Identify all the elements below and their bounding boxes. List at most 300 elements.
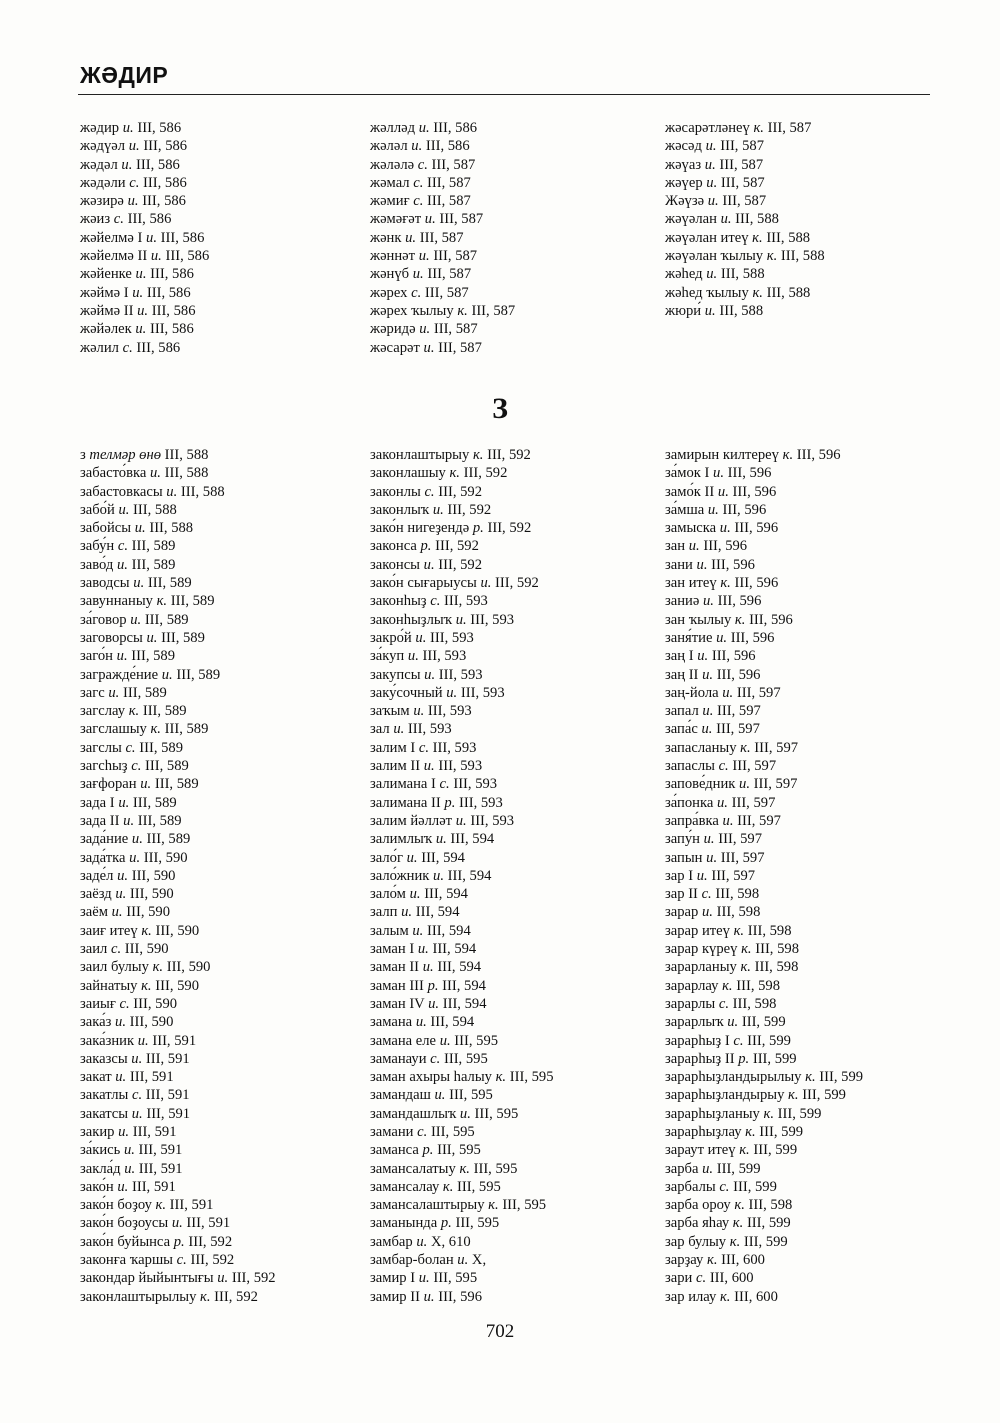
entry-word: заң II (665, 666, 699, 683)
entry-pos: и. (118, 501, 130, 518)
entry-reference: III, 589 (170, 593, 215, 610)
entry-reference: III, 594 (415, 904, 460, 921)
index-entry (370, 302, 515, 320)
index-entry (665, 830, 863, 848)
entry-reference: III, 590 (155, 922, 200, 939)
entry-reference: X, 610 (430, 1233, 471, 1250)
entry-pos: с. (131, 1087, 143, 1104)
entry-word: заиығ (80, 995, 116, 1012)
entry-reference: III, 586 (146, 284, 191, 301)
index-entry (80, 1160, 276, 1178)
entry-pos: к. (722, 977, 733, 994)
entry-pos: и. (115, 886, 127, 903)
entry-word: за́кись (80, 1142, 121, 1159)
index-entry (665, 1105, 863, 1123)
entry-word: жәүаз (665, 156, 702, 173)
entry-pos: и. (457, 1252, 469, 1269)
index-entry (370, 574, 554, 592)
entry-reference: III, 594 (432, 941, 477, 958)
index-entry (370, 284, 515, 302)
entry-reference: III, 587 (427, 174, 471, 191)
entry-reference: III, 599 (759, 1123, 804, 1140)
entry-word: зарба яһау (665, 1215, 730, 1232)
index-entry (80, 629, 276, 647)
entry-pos: и. (422, 959, 434, 976)
entry-word: жәйелмә I (80, 229, 143, 246)
index-entry (370, 501, 554, 519)
entry-reference: III, 591 (145, 1050, 190, 1067)
entry-word: заман II (370, 959, 420, 976)
entry-reference: III, 596 (716, 666, 761, 683)
entry-word: жәүәлан ҡылыу (665, 248, 764, 265)
entry-pos: р. (472, 520, 484, 537)
entry-reference: III, 588 (133, 501, 177, 518)
entry-reference: III, 599 (741, 1014, 786, 1031)
entry-pos: к. (739, 1142, 750, 1159)
entry-pos: к. (488, 1197, 499, 1214)
index-entry (80, 684, 276, 702)
entry-word: зака́з (80, 1014, 112, 1031)
entry-pos: и. (707, 501, 719, 518)
entry-word: зако́н нигеҙендә (370, 520, 470, 537)
entry-pos: с. (696, 1270, 707, 1287)
entry-reference: III, 595 (443, 1050, 488, 1067)
entry-word: жәзирә (80, 193, 124, 210)
entry-reference: III, 587 (438, 339, 482, 356)
entry-word: зарарһыҙландырыу (665, 1087, 785, 1104)
entry-pos: и. (405, 229, 417, 246)
entry-reference: III, 599 (746, 1215, 791, 1232)
entry-word: загс (80, 684, 105, 701)
entry-pos: и. (131, 1050, 143, 1067)
entry-pos: к. (442, 1178, 454, 1195)
index-entry (80, 702, 276, 720)
entry-reference: III, 586 (142, 193, 186, 210)
entry-reference: III, 593 (460, 684, 505, 701)
entry-pos: к. (472, 447, 484, 463)
entry-reference: III, 596 (703, 538, 748, 555)
entry-pos: с. (418, 739, 430, 756)
entry-word: загслашыу (80, 721, 147, 738)
entry-word: заман III (370, 977, 424, 994)
entry-word: замандашлыҡ (370, 1105, 457, 1122)
index-entry (80, 867, 276, 885)
entry-word: за́понка (665, 794, 714, 811)
index-entry (370, 1105, 554, 1123)
entry-word: зарба ороу (665, 1197, 731, 1214)
entry-word: замбар (370, 1233, 413, 1250)
index-entry (665, 1086, 863, 1104)
index-entry (370, 775, 554, 793)
index-entry (370, 192, 515, 210)
index-entry (80, 446, 276, 464)
entry-reference: III, 587 (720, 174, 765, 191)
index-entry (665, 977, 863, 995)
index-entry (370, 1050, 554, 1068)
index-entry (80, 940, 276, 958)
bottom-column-3 (665, 446, 863, 1306)
entry-reference: III, 593 (407, 721, 452, 738)
entry-reference: III, 587 (431, 156, 476, 173)
bottom-column-1 (80, 446, 276, 1306)
entry-reference: III, 589 (176, 666, 221, 683)
entry-pos: с. (701, 886, 712, 903)
entry-pos: с. (111, 941, 122, 958)
index-entry (370, 629, 554, 647)
entry-pos: и. (133, 575, 145, 592)
entry-reference: III, 591 (186, 1215, 231, 1232)
entry-reference: III, 589 (161, 629, 205, 646)
index-entry (370, 611, 554, 629)
entry-pos: и. (423, 556, 435, 573)
entry-word: зарар итеү (665, 922, 730, 939)
entry-pos: и. (688, 538, 700, 555)
entry-reference: III, 599 (747, 1032, 791, 1049)
entry-pos: к. (752, 229, 763, 246)
entry-pos: к. (745, 1123, 756, 1140)
entry-word: жәйәлек (80, 321, 132, 338)
index-entry (665, 757, 863, 775)
entry-reference: III, 588 (766, 284, 811, 301)
entry-pos: и. (131, 831, 143, 848)
index-entry (370, 1086, 554, 1104)
entry-reference: III, 592 (190, 1252, 235, 1269)
index-entry (80, 556, 276, 574)
entry-pos: и. (424, 666, 436, 683)
entry-reference: III, 590 (129, 1014, 174, 1031)
entry-reference: III, 593 (444, 593, 488, 610)
entry-reference: III, 597 (732, 758, 777, 775)
entry-reference: III, 597 (737, 812, 781, 829)
entry-pos: и. (415, 629, 427, 646)
entry-pos: к. (741, 941, 752, 958)
index-entry (370, 1178, 554, 1196)
entry-word: зайнатыу (80, 977, 138, 994)
index-entry (80, 757, 276, 775)
entry-reference: III, 594 (426, 922, 471, 939)
entry-reference: III, 586 (143, 138, 188, 155)
index-entry (370, 464, 554, 482)
entry-word: жәсарәтләнеү (665, 120, 750, 136)
entry-word: заниә (665, 593, 700, 610)
entry-reference: III, 597 (717, 703, 761, 720)
entry-word: завуннаныу (80, 593, 153, 610)
index-entry (370, 483, 554, 501)
entry-pos: с. (430, 593, 441, 610)
entry-pos: к. (155, 1197, 167, 1214)
entry-pos: и. (129, 849, 141, 866)
entry-word: замбар-болан (370, 1252, 454, 1269)
entry-reference: III, 593 (438, 666, 483, 683)
index-entry (80, 922, 276, 940)
index-entry (80, 958, 276, 976)
entry-pos: к. (805, 1069, 816, 1086)
entry-reference: III, 596 (749, 611, 793, 628)
entry-pos: к. (766, 248, 778, 265)
index-entry (665, 119, 825, 137)
index-entry (370, 922, 554, 940)
entry-word: закир (80, 1123, 115, 1140)
index-entry (370, 958, 554, 976)
index-entry (80, 192, 209, 210)
index-entry (370, 174, 515, 192)
entry-reference: III, 587 (439, 211, 484, 228)
index-entry (80, 1214, 276, 1232)
entry-pos: и. (123, 812, 135, 829)
entry-pos: к. (707, 1252, 718, 1269)
index-entry (370, 339, 515, 357)
entry-reference: III, 599 (777, 1105, 822, 1122)
entry-word: жәләл (370, 138, 408, 155)
entry-reference: III, 588 (780, 248, 825, 265)
entry-reference: III, 595 (474, 1105, 519, 1122)
entry-reference: III, 593 (427, 703, 472, 720)
entry-pos: и. (703, 593, 714, 610)
index-entry (665, 137, 825, 155)
entry-pos: и. (416, 1233, 428, 1250)
entry-word: запу́н (665, 831, 700, 848)
entry-word: жәдир (80, 120, 120, 136)
entry-word: жәннәт (370, 248, 416, 265)
entry-pos: и. (423, 1288, 435, 1305)
index-entry (665, 775, 863, 793)
entry-reference: III, 595 (437, 1142, 481, 1159)
entry-reference: III, 595 (502, 1197, 547, 1214)
entry-reference: III, 592 (214, 1288, 258, 1305)
entry-word: заказсы (80, 1050, 128, 1067)
index-entry (370, 320, 515, 338)
entry-reference: III, 589 (122, 684, 167, 701)
entry-pos: и. (132, 284, 144, 301)
index-entry (370, 812, 554, 830)
index-entry (370, 702, 554, 720)
index-entry (370, 885, 554, 903)
entry-reference: III, 586 (151, 302, 196, 319)
entry-pos: к. (733, 922, 745, 939)
index-entry (370, 229, 515, 247)
entry-pos: и. (417, 941, 429, 958)
entry-pos: к. (729, 1233, 741, 1250)
entry-pos: и. (706, 266, 718, 283)
entry-pos: к. (150, 721, 161, 738)
entry-pos: и. (140, 776, 152, 793)
entry-word: зараут итеү (665, 1142, 736, 1159)
entry-pos: и. (115, 1014, 126, 1031)
index-entry (665, 647, 863, 665)
entry-word: заиғ итеү (80, 922, 138, 939)
entry-pos: и. (135, 266, 147, 283)
entry-word: заво́д (80, 556, 114, 573)
entry-pos: и. (439, 1032, 451, 1049)
entry-word: заил (80, 941, 108, 958)
entry-word: загслы (80, 739, 122, 756)
entry-pos: с. (131, 758, 142, 775)
entry-pos: и. (401, 904, 413, 921)
entry-pos: и. (166, 483, 178, 500)
entry-reference: III, 597 (754, 739, 799, 756)
entry-reference: III, 587 (471, 302, 516, 319)
entry-pos: и. (137, 302, 149, 319)
index-entry (370, 1160, 554, 1178)
entry-word: зағфоран (80, 776, 137, 793)
entry-word: зако́н буйынса (80, 1233, 171, 1250)
index-entry (80, 1068, 276, 1086)
entry-pos: и. (717, 483, 729, 500)
index-entry (665, 483, 863, 501)
entry-word: зар булыу (665, 1233, 727, 1250)
index-entry (665, 1160, 863, 1178)
index-entry (665, 885, 863, 903)
entry-pos: с. (719, 1178, 730, 1195)
entry-pos: и. (118, 794, 130, 811)
entry-pos: и. (739, 776, 750, 793)
index-entry (80, 501, 276, 519)
entry-reference: III, 593 (438, 758, 483, 775)
entry-word: зани (665, 556, 693, 573)
entry-reference: III, 599 (743, 1233, 788, 1250)
index-entry (80, 794, 276, 812)
entry-word: заём (80, 904, 108, 921)
entry-reference: III, 597 (731, 794, 776, 811)
index-entry (370, 1214, 554, 1232)
index-entry (80, 339, 209, 357)
entry-reference: III, 586 (136, 339, 181, 356)
index-entry (665, 210, 825, 228)
index-entry (665, 849, 863, 867)
entry-word: зако́н боҙоу (80, 1197, 152, 1214)
entry-pos: и. (127, 193, 139, 210)
index-entry (370, 666, 554, 684)
entry-word: загслау (80, 703, 126, 720)
entry-word: зарар (665, 904, 699, 921)
entry-reference: III, 597 (718, 831, 763, 848)
entry-word: жәнк (370, 229, 402, 246)
entry-word: за́мша (665, 501, 705, 518)
entry-reference: III, 587 (419, 229, 464, 246)
entry-pos: и. (161, 666, 173, 683)
entry-pos: и. (137, 1032, 149, 1049)
entry-reference: III, 600 (721, 1252, 765, 1269)
entry-pos: и. (418, 120, 430, 136)
entry-reference: III, 586 (165, 248, 210, 265)
entry-word: зало́жник (370, 867, 430, 884)
entry-reference: III, 597 (711, 867, 756, 884)
entry-pos: к. (495, 1069, 507, 1086)
entry-reference: III, 596 (722, 501, 767, 518)
entry-reference: III, 600 (734, 1288, 778, 1305)
entry-word: зарарһыҙланыу (665, 1105, 760, 1122)
entry-word: жәлил (80, 339, 119, 356)
entry-pos: и. (702, 703, 714, 720)
entry-pos: к. (200, 1288, 211, 1305)
index-entry (80, 537, 276, 555)
entry-word: запасланыу (665, 739, 737, 756)
entry-word: законһыҙлыҡ (370, 611, 453, 628)
entry-word: зада I (80, 794, 115, 811)
entry-word: за́куп (370, 648, 405, 665)
entry-word: заман IV (370, 995, 425, 1012)
index-entry (665, 1288, 863, 1306)
entry-reference: III, 591 (131, 1178, 176, 1195)
index-entry (370, 1032, 554, 1050)
entry-pos: с. (417, 156, 428, 173)
index-entry (370, 1141, 554, 1159)
index-entry (370, 592, 554, 610)
entry-word: законлашыу (370, 465, 446, 482)
index-entry (370, 1196, 554, 1214)
entry-reference: III, 589 (142, 703, 187, 720)
entry-word: зарарһыҙландырылыу (665, 1069, 802, 1086)
entry-pos: р. (422, 1142, 434, 1159)
index-entry (665, 812, 863, 830)
entry-word: замирын килтереү (665, 447, 779, 463)
entry-word: закла́д (80, 1160, 121, 1177)
entry-pos: и. (128, 138, 140, 155)
entry-reference: III, 586 (149, 321, 194, 338)
entry-reference: III, 588 (180, 483, 225, 500)
index-entry (665, 1269, 863, 1287)
entry-word: зар I (665, 867, 694, 884)
entry-word: замансалаштырыу (370, 1197, 485, 1214)
index-entry (80, 210, 209, 228)
index-entry (80, 739, 276, 757)
entry-reference: III, 586 (425, 138, 470, 155)
entry-reference: III, 587 (767, 120, 812, 136)
index-entry (665, 446, 863, 464)
entry-word: зада́тка (80, 849, 126, 866)
entry-reference: III, 586 (136, 156, 180, 173)
entry-word: заня́тие (665, 629, 713, 646)
entry-word: замансалау (370, 1178, 440, 1195)
entry-pos: р. (173, 1233, 185, 1250)
entry-reference: III, 594 (424, 886, 468, 903)
entry-word: жәрех ҡылыу (370, 302, 454, 319)
entry-reference: III, 596 (732, 483, 777, 500)
index-entry (80, 1269, 276, 1287)
entry-pos: и. (696, 556, 708, 573)
entry-word: заку́сочный (370, 684, 443, 701)
index-entry (80, 229, 209, 247)
entry-reference: III, 588 (720, 266, 765, 283)
index-entry (370, 119, 515, 137)
entry-reference: III, 596 (734, 520, 779, 537)
entry-reference: III, 596 (711, 648, 756, 665)
entry-pos: и. (117, 867, 129, 884)
index-entry (80, 666, 276, 684)
entry-pos: к. (740, 739, 751, 756)
index-entry (370, 1288, 554, 1306)
index-entry (370, 556, 554, 574)
entry-word: залп (370, 904, 398, 921)
entry-word: замир II (370, 1288, 420, 1305)
entry-pos: с. (129, 174, 140, 191)
entry-pos: и. (123, 1142, 135, 1159)
entry-word: замыска (665, 520, 717, 537)
entry-pos: и. (432, 501, 444, 518)
entry-reference: III, 594 (437, 959, 482, 976)
entry-reference: III, 595 (433, 1270, 478, 1287)
entry-word: закондар йыйынтығы (80, 1270, 214, 1287)
entry-pos: р. (440, 1215, 452, 1232)
entry-pos: с. (417, 1123, 428, 1140)
entry-reference: III, 592 (231, 1270, 276, 1287)
index-entry (665, 702, 863, 720)
entry-reference: III, 589 (144, 611, 189, 628)
index-entry (665, 1196, 863, 1214)
entry-word: заводсы (80, 575, 130, 592)
entry-word: запа́с (665, 721, 698, 738)
entry-word: зарар күреү (665, 941, 738, 958)
